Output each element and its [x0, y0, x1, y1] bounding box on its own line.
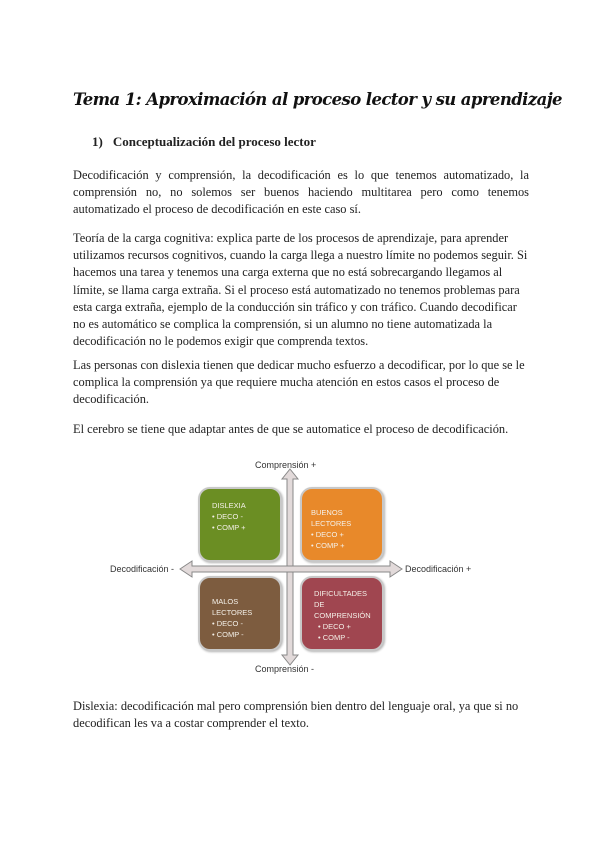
- quadrant-buenos-lectores: [300, 487, 384, 562]
- axis-label-bottom: Comprensión -: [255, 664, 315, 674]
- quadrant-dificultades-comprension: [300, 576, 384, 651]
- section-heading-text: Conceptualización del proceso lector: [112, 134, 316, 149]
- paragraph: Teoría de la carga cognitiva: explica parte de los procesos de aprendizaje, para aprender utilizamos recursos cognitivos, cuando la carga llega a nuestro límite no podemos seguir. Si hacemos una tarea y tenemos una carga externa que no está sobrecargando llegamos al límite, se llama carga extraña. Si el proceso está automatizado no tenemos problemas para esta carga extraña, ejemplo de la conducción sin tráfico y con tráfico. Cuando decodificar no es automático se complica la comprensión, si un alumno no tiene automatizada la decodificación no le podemos exigir que comprenda textos.: [73, 231, 528, 349]
- axis-label-right: Decodificación +: [405, 564, 472, 574]
- quadrant-malos-lectores: [198, 576, 282, 651]
- section-number: 1): [92, 134, 103, 149]
- axis-label-top: Comprensión +: [255, 460, 317, 470]
- paragraph: Decodificación y comprensión, la decodificación es lo que tenemos automatizado, la comprensión no, no solemos ser buenos haciendo multitarea pero como tenemos automatizado el proceso de decodificación en este caso sí.: [73, 168, 529, 217]
- quadrant-diagram: [100, 455, 480, 677]
- paragraph: Las personas con dislexia tienen que dedicar mucho esfuerzo a decodificar, por lo que se le complica la comprensión ya que requiere mucha atención en estos casos el proceso de decodificación.: [73, 358, 525, 407]
- quadrant-item: • DECO +: [318, 621, 376, 632]
- quadrant-item: • COMP -: [212, 629, 280, 640]
- paragraph: El cerebro se tiene que adaptar antes de que se automatice el proceso de decodificación.: [73, 422, 509, 436]
- quadrant-item: • COMP +: [212, 522, 280, 533]
- quadrant-title: BUENOS LECTORES: [311, 508, 352, 528]
- page-title: Tema 1: Aproximación al proceso lector y su aprendizaje: [73, 90, 562, 109]
- quadrant-item: • DECO -: [212, 511, 280, 522]
- quadrant-title: DISLEXIA: [212, 501, 246, 510]
- paragraph: Dislexia: decodificación mal pero comprensión bien dentro del lenguaje oral, ya que si no decodifican les va a costar comprender el texto.: [73, 699, 519, 731]
- axis-label-left: Decodificación -: [110, 564, 175, 574]
- quadrant-item: • COMP -: [318, 632, 376, 643]
- quadrant-item: • COMP +: [311, 540, 382, 551]
- quadrant-title: DIFICULTADES DE COMPRENSIÓN: [314, 589, 371, 620]
- quadrant-dislexia: [198, 487, 282, 562]
- section-heading: [92, 134, 316, 150]
- quadrant-title: MALOS LECTORES: [212, 597, 253, 617]
- quadrant-item: • DECO +: [311, 529, 382, 540]
- quadrant-item: • DECO -: [212, 618, 280, 629]
